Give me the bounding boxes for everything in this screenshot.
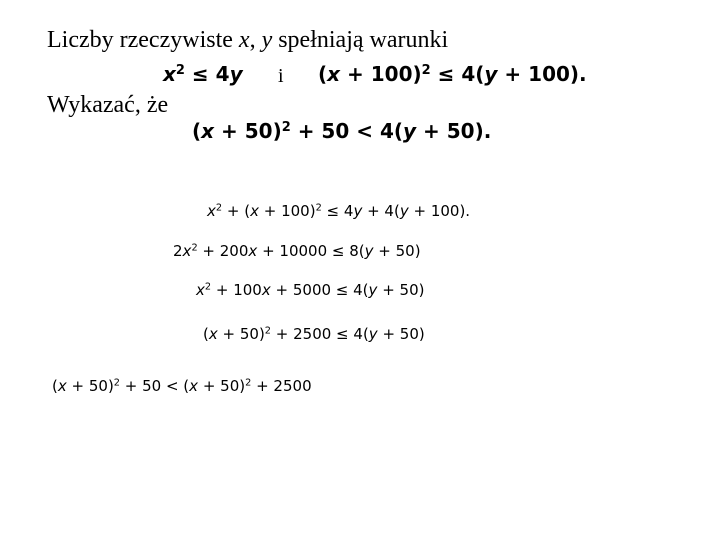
intro-text-after: spełniają warunki: [272, 27, 449, 53]
prove-label: Wykazać, że: [47, 92, 169, 118]
condition-connector: i: [278, 65, 284, 87]
step-2: $2x^2 + 200x + 10000 \le 8(y + 50)$: [173, 242, 421, 260]
intro-sep: ,: [249, 27, 262, 53]
intro-var-x: x: [238, 27, 250, 53]
intro-text: [47, 28, 448, 52]
step-4: $(x + 50)^2 + 2500 \le 4(y + 50)$: [203, 325, 425, 343]
intro-text-before: Liczby rzeczywiste: [47, 27, 239, 53]
conclusion: $(x + 50)^2 + 50 < (x + 50)^2 + 2500$: [52, 377, 312, 395]
intro-var-y: y: [261, 27, 273, 53]
condition-1: $x^2 \le 4y$: [163, 62, 243, 86]
step-1: $x^2 + (x + 100)^2 \le 4y + 4(y + 100)$.: [207, 202, 471, 220]
step-3: $x^2 + 100x + 5000 \le 4(y + 50)$: [196, 281, 425, 299]
prove-claim: $(x + 50)^2 + 50 < 4(y + 50)$.: [192, 119, 492, 143]
condition-2: $(x + 100)^2 \le 4(y + 100)$.: [318, 62, 587, 86]
